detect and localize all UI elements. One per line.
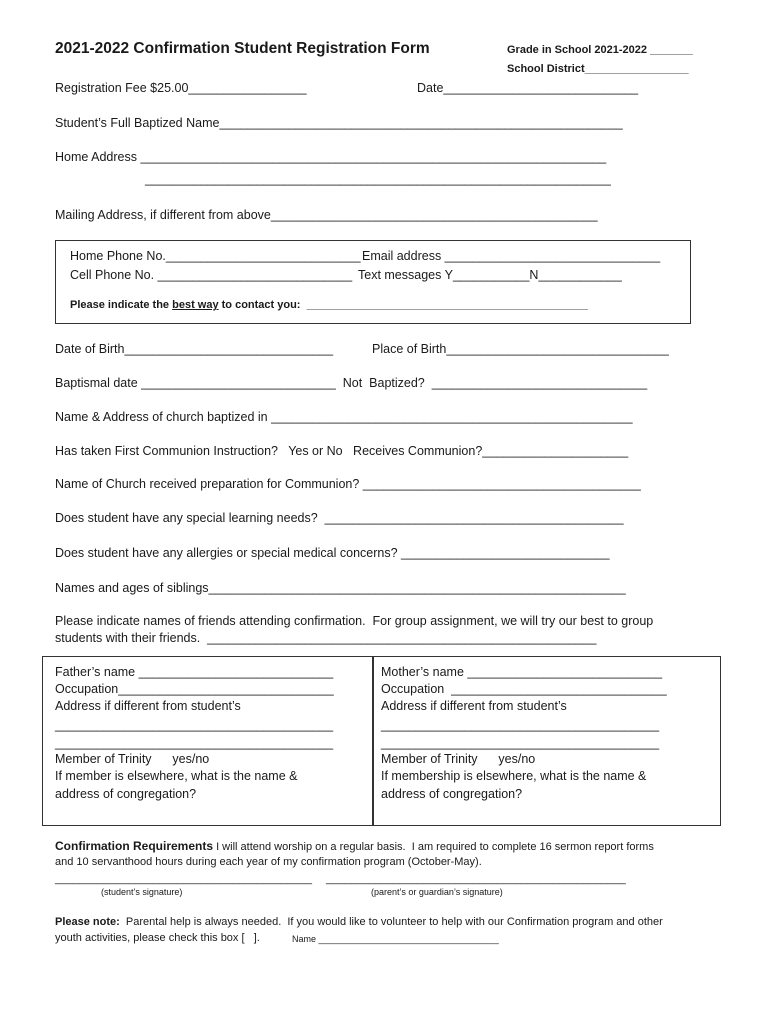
siblings-field[interactable]: Names and ages of siblings____________________________________________________________	[55, 581, 626, 595]
place-of-birth-field[interactable]: Place of Birth________________________________	[372, 342, 669, 356]
mother-member-field[interactable]: Member of Trinity yes/no	[381, 752, 536, 766]
requirements-heading: Confirmation Requirements	[55, 839, 214, 853]
father-address-line-2[interactable]: ________________________________________	[55, 736, 334, 750]
note-text-1: Parental help is always needed. If you would like to volunteer to help with our Confirmation program and other	[119, 916, 663, 928]
church-baptized-field[interactable]: Name & Address of church baptized in ____________________________________________________	[55, 410, 633, 424]
friends-prompt: Please indicate names of friends attending confirmation. For group assignment, we will try our best to group	[55, 614, 654, 628]
requirements-text	[55, 839, 654, 853]
date-field[interactable]: Date____________________________	[417, 81, 639, 95]
mother-congregation-label: If membership is elsewhere, what is the name &	[381, 769, 647, 783]
cell-phone-field[interactable]: Cell Phone No. ____________________________	[70, 268, 353, 282]
learning-needs-field[interactable]: Does student have any special learning needs? ___________________________________________	[55, 511, 624, 525]
mother-address-line-1[interactable]: ________________________________________	[381, 718, 660, 732]
father-name-field[interactable]: Father’s name ____________________________	[55, 665, 334, 679]
mother-name-field[interactable]: Mother’s name ____________________________	[381, 665, 663, 679]
home-address-line-2[interactable]: ___________________________________________________________________	[145, 172, 611, 186]
best-way-underlined: best way	[172, 299, 219, 311]
student-signature-line[interactable]: __________________________________________	[55, 873, 312, 885]
baptismal-date-field[interactable]: Baptismal date ____________________________ Not Baptized? _______________________________	[55, 376, 648, 390]
allergies-field[interactable]: Does student have any allergies or special medical concerns? ______________________________	[55, 546, 610, 560]
note-text	[55, 916, 663, 928]
requirements-text-1: I will attend worship on a regular basis. I am required to complete 16 sermon report forms	[213, 841, 654, 853]
form-title: 2021-2022 Confirmation Student Registration Form	[55, 40, 430, 57]
mother-address-label: Address if different from student’s	[381, 699, 567, 713]
mother-occupation-field[interactable]: Occupation _______________________________	[381, 682, 667, 696]
baptized-name-field[interactable]: Student’s Full Baptized Name__________________________________________________________	[55, 116, 623, 130]
volunteer-name-field[interactable]: Name ____________________________________	[292, 934, 499, 944]
student-signature-label: (student’s signature)	[101, 887, 183, 897]
best-way-contact-field[interactable]	[70, 299, 588, 311]
father-occupation-field[interactable]: Occupation_______________________________	[55, 682, 334, 696]
father-address-line-1[interactable]: ________________________________________	[55, 718, 334, 732]
parents-divider	[372, 657, 374, 825]
father-member-field[interactable]: Member of Trinity yes/no	[55, 752, 210, 766]
parent-signature-label: (parent’s or guardian’s signature)	[371, 887, 503, 897]
best-way-suffix: to contact you: ______________________________________________	[218, 299, 588, 311]
requirements-text-2: and 10 servanthood hours during each year of my confirmation program (October-May).	[55, 856, 482, 868]
communion-field[interactable]: Has taken First Communion Instruction? Yes or No Receives Communion?_____________________	[55, 444, 629, 458]
parent-signature-line[interactable]: _________________________________________________	[326, 873, 626, 885]
grade-field[interactable]: Grade in School 2021-2022 _______	[507, 44, 693, 56]
church-preparation-field[interactable]: Name of Church received preparation for Communion? ________________________________________	[55, 477, 641, 491]
note-label: Please note:	[55, 916, 120, 928]
best-way-prefix: Please indicate the	[70, 299, 173, 311]
friends-field[interactable]: students with their friends. ________________________________________________________	[55, 631, 597, 645]
father-congregation-label: If member is elsewhere, what is the name &	[55, 769, 298, 783]
date-of-birth-field[interactable]: Date of Birth______________________________	[55, 342, 334, 356]
school-district-field[interactable]: School District_________________	[507, 63, 689, 75]
mother-address-line-2[interactable]: ________________________________________	[381, 736, 660, 750]
text-messages-field[interactable]: Text messages Y___________N____________	[358, 268, 622, 282]
registration-fee-field[interactable]: Registration Fee $25.00_________________	[55, 81, 307, 95]
home-address-field[interactable]: Home Address ___________________________________________________________________	[55, 150, 607, 164]
father-congregation-label-2: address of congregation?	[55, 787, 197, 801]
mother-congregation-label-2: address of congregation?	[381, 787, 523, 801]
father-address-label: Address if different from student’s	[55, 699, 241, 713]
email-field[interactable]: Email address _______________________________	[362, 249, 661, 263]
mailing-address-field[interactable]: Mailing Address, if different from above_______________________________________________	[55, 208, 598, 222]
home-phone-field[interactable]: Home Phone No.____________________________	[70, 249, 361, 263]
volunteer-checkbox-text[interactable]: youth activities, please check this box [ ].	[55, 932, 260, 944]
